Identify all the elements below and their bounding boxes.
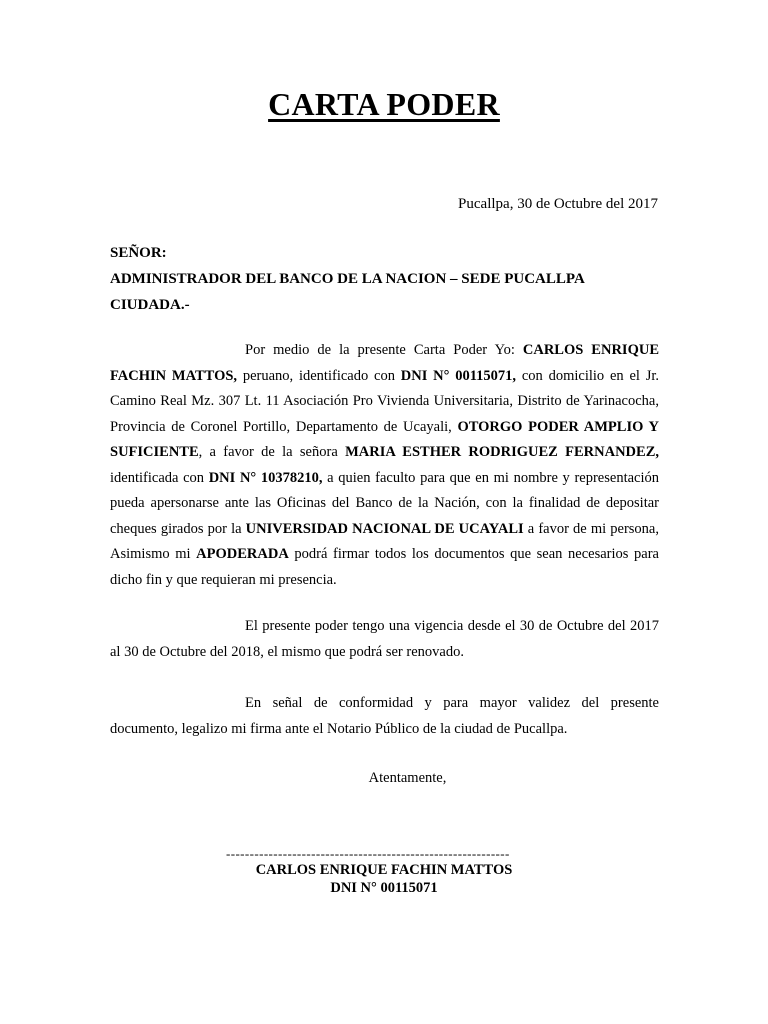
- closing-text: Atentamente,: [368, 770, 447, 786]
- signature-name: CARLOS ENRIQUE FACHIN MATTOS: [255, 862, 513, 878]
- p3-text: En señal de conformidad y para mayor validez del presente documento, legalizo mi firma ante el Notario Público de la ciudad de Pucallpa.: [110, 695, 659, 737]
- p1-text-2: peruano, identificado con: [237, 367, 401, 384]
- p1-bold-attorney: MARIA ESTHER RODRIGUEZ FERNANDEZ,: [345, 444, 659, 460]
- addressee-recipient: ADMINISTRADOR DEL BANCO DE LA NACION – SEDE PUCALLPA: [110, 271, 585, 287]
- paragraph-main: [110, 338, 659, 593]
- p1-bold-university: UNIVERSIDAD NACIONAL DE UCAYALI: [245, 520, 524, 537]
- addressee-block: [110, 240, 660, 318]
- p1-text-4: , a favor de la señora: [198, 444, 346, 460]
- p1-bold-grant: OTORGO PODER AMPLIO Y SUFICIENTE: [110, 418, 659, 460]
- p1-bold-apoderada: APODERADA: [196, 546, 289, 562]
- signature-dni: DNI N° 00115071: [330, 880, 438, 896]
- p1-text-1: Por medio de la presente Carta Poder Yo:: [245, 342, 523, 358]
- p1-text-5: identificada con: [110, 469, 209, 486]
- paragraph-conformity: [110, 691, 659, 742]
- place-date: Pucallpa, 30 de Octubre del 2017: [458, 196, 658, 212]
- p1-text-3: con domicilio en el Jr. Camino Real Mz. 307 Lt. 11 Asociación Pro Vivienda Universitaria, Distrito de Yarinacocha, Provincia de Coronel Portillo, Departamento de Ucayali,: [110, 367, 659, 435]
- p1-bold-grantor-dni: DNI N° 00115071,: [400, 367, 517, 384]
- addressee-salutation: SEÑOR:: [110, 245, 167, 261]
- p1-text-8: podrá firmar todos los documentos que sean necesarios para dicho fin y que requieran mi presencia.: [110, 546, 659, 588]
- signature-line: ------------------------------------------------------------: [226, 846, 510, 861]
- addressee-city: CIUDADA.-: [110, 297, 190, 313]
- p2-text: El presente poder tengo una vigencia desde el 30 de Octubre del 2017 al 30 de Octubre del 2018, el mismo que podrá ser renovado.: [110, 618, 659, 660]
- p1-text-6: a quien faculto para que en mi nombre y representación pueda apersonarse ante las Oficinas del Banco de la Nación, con la finalidad de depositar cheques girados por la: [110, 469, 659, 537]
- p1-bold-attorney-dni: DNI N° 10378210,: [208, 469, 323, 486]
- document-title: CARTA PODER: [268, 86, 500, 122]
- p1-bold-grantor: CARLOS ENRIQUE FACHIN MATTOS,: [110, 342, 659, 384]
- paragraph-validity: [110, 614, 659, 665]
- p1-text-7: a favor de mi persona, Asimismo mi: [110, 520, 659, 562]
